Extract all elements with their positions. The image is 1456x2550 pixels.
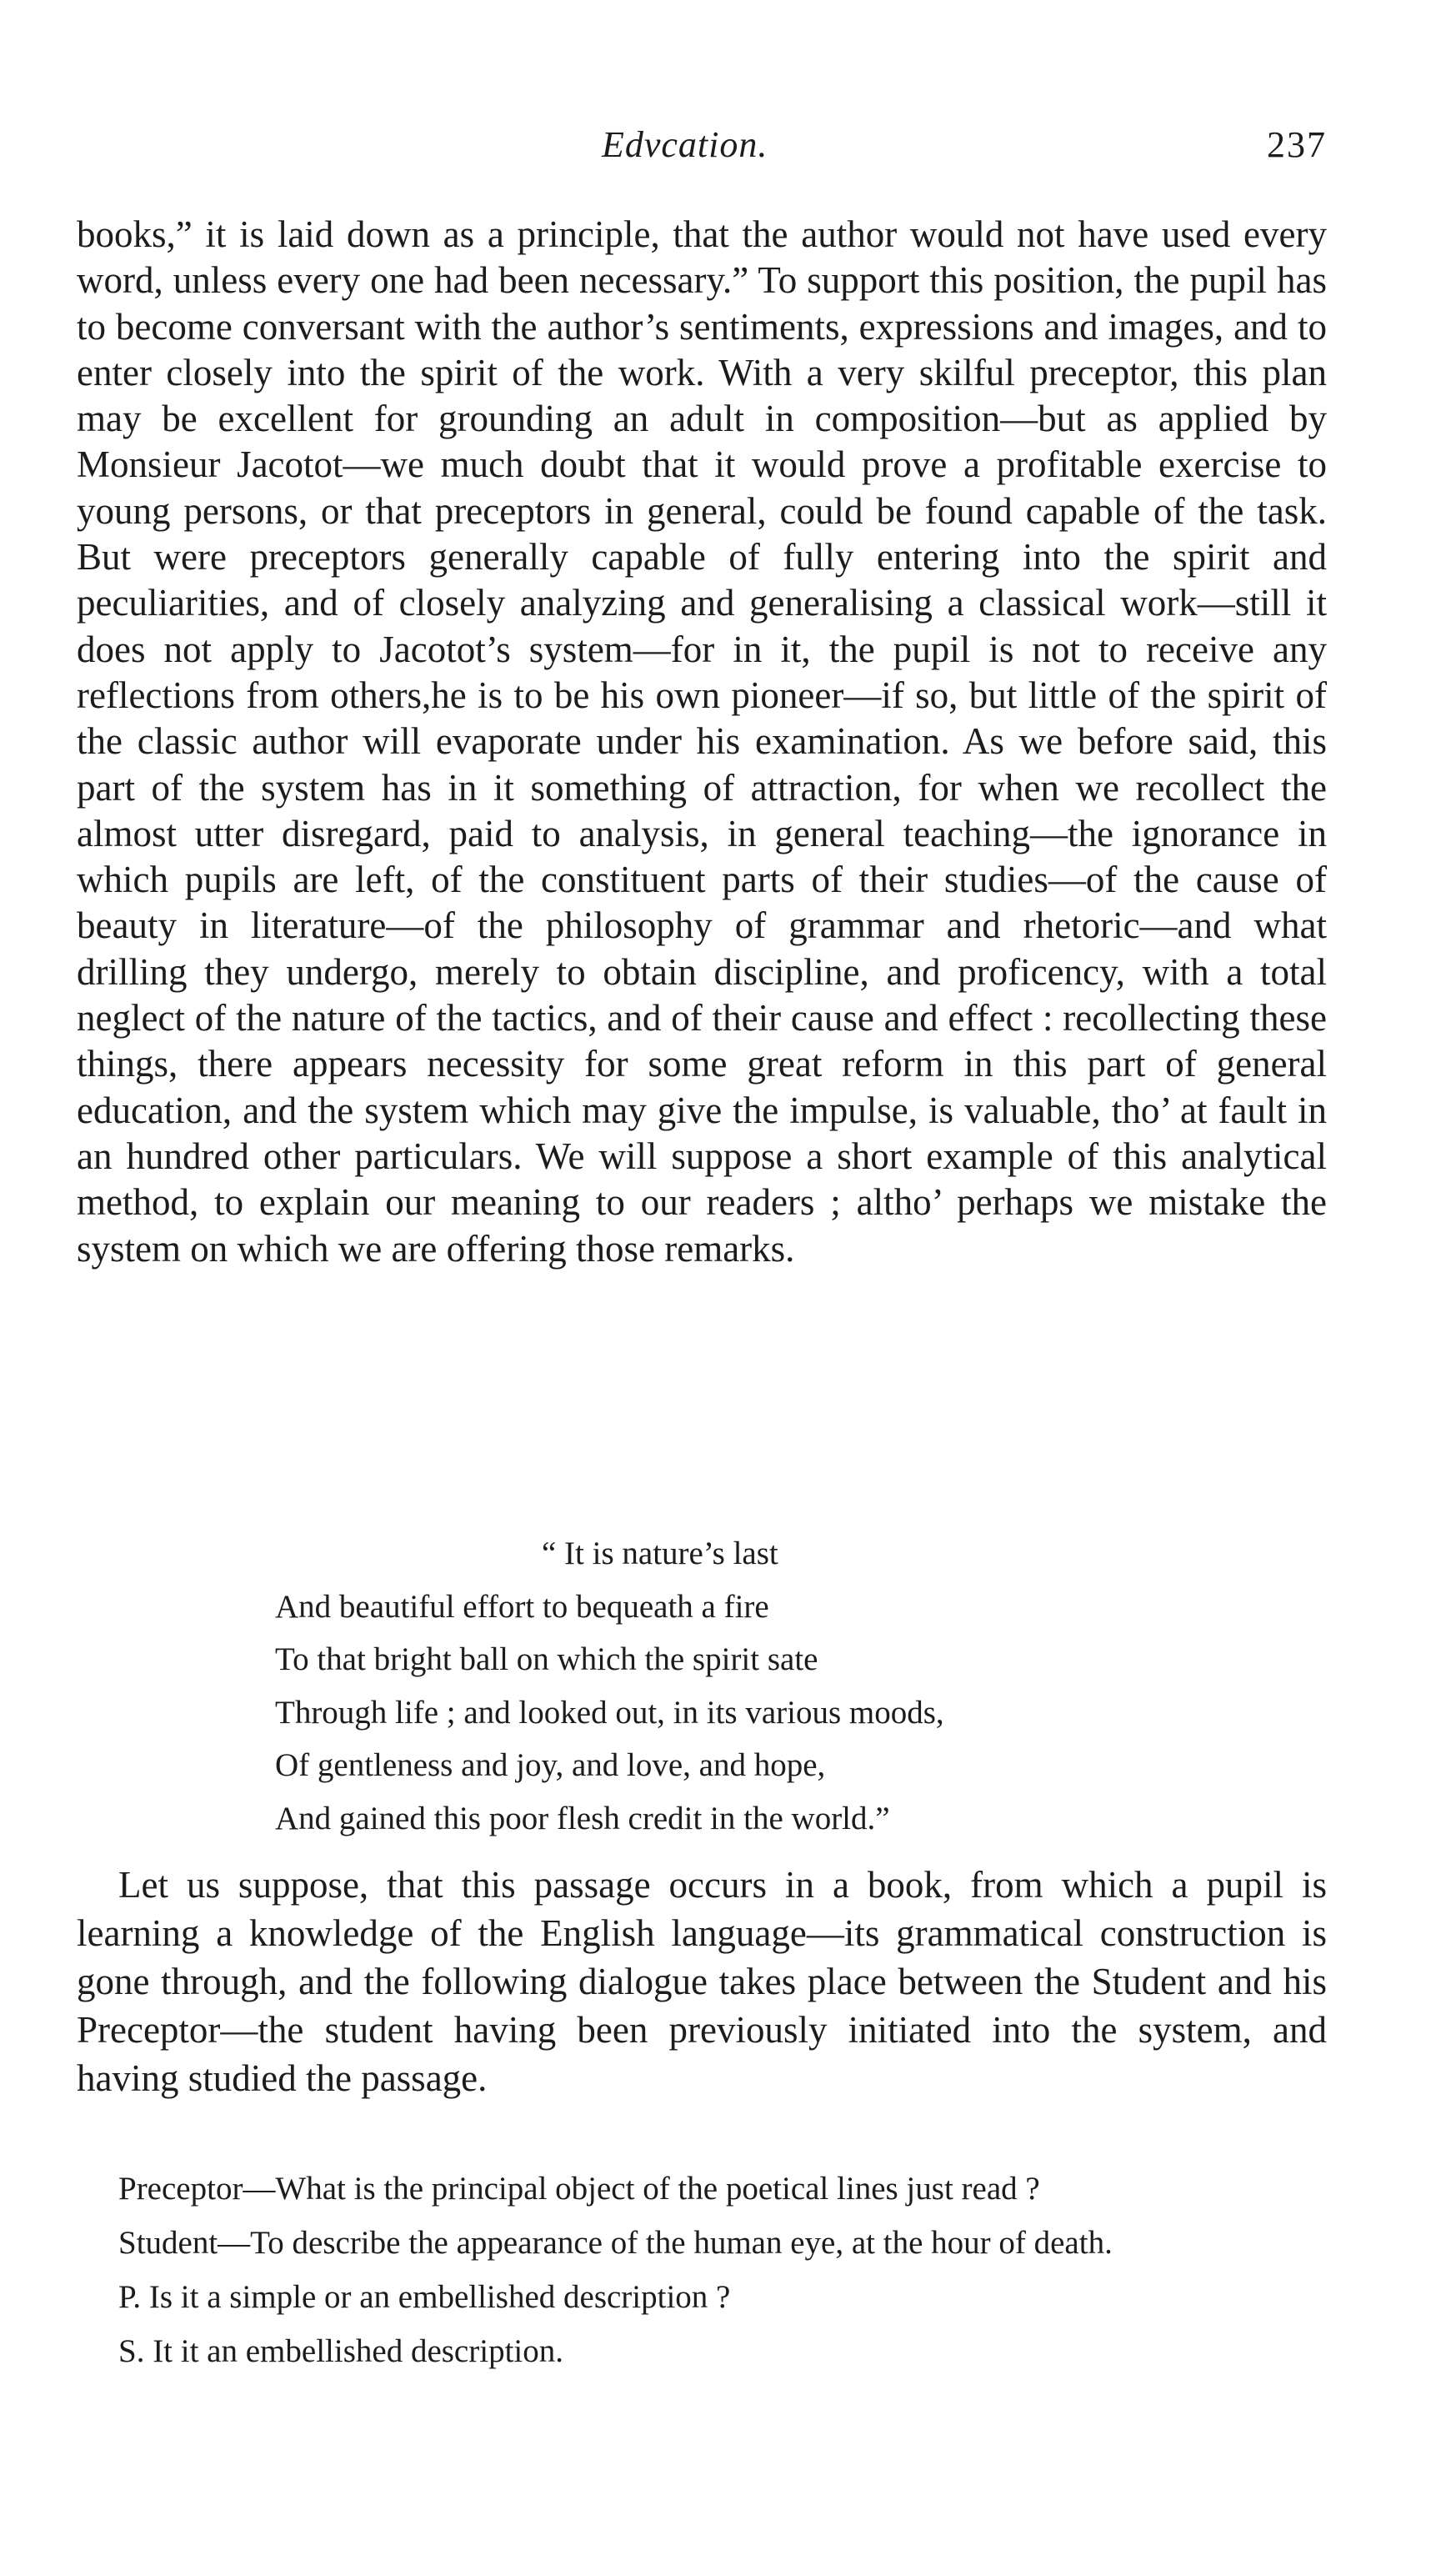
verse-line: And gained this poor flesh credit in the world.”	[275, 1800, 890, 1836]
running-title: Edvcation.	[602, 124, 768, 165]
dialogue-line-student: S. It it an embellished description.	[118, 2333, 563, 2369]
body-paragraph-1: books,” it is laid down as a principle, that the author would not have used every word, unless every one had been necessary.” To support this position, the pupil has to become conversant with the author’s sentiments, expressions and images, and to enter closely into the spirit of the work. With a very skilful preceptor, this plan may be excellent for grounding an adult in composition—but as applied by Monsieur Jacotot—we much doubt that it would prove a profitable exercise to young persons, or that preceptors in general, could be found capable of the task. But were preceptors generally capable of fully entering into the spirit and peculiarities, and of closely analyzing and generalising a classical work—still it does not apply to Jacotot’s system—for in it, the pupil is not to receive any reflections from others,he is to be his own pioneer—if so, but little of the spirit of the classic author will evaporate under his examination. As we before said, this part of the system has in it something of attraction, for when we recollect the almost utter disregard, paid to analysis, in general teaching—the ignorance in which pupils are left, of the constituent parts of their studies—of the cause of beauty in literature—of the philosophy of grammar and rhetoric—and what drilling they undergo, merely to obtain discipline, and proficency, with a total neglect of the nature of the tactics, and of their cause and effect : recollecting these things, there appears necessity for some great reform in this part of general education, and the system which may give the impulse, is valuable, tho’ at fault in an hundred other particulars. We will suppose a short example of this analytical method, to explain our meaning to our readers ; altho’ perhaps we mistake the system on which we are offering those remarks.	[77, 213, 1327, 1270]
dialogue-line-student: Student—To describe the appearance of the human eye, at the hour of death.	[118, 2225, 1113, 2261]
verse-quotation	[275, 1527, 1192, 1846]
body-paragraph-2: Let us suppose, that this passage occurs in a book, from which a pupil is learning a knowledge of the English language—its grammatical construction is gone through, and the following dialogue takes place between the Student and his Preceptor—the student having been previously initiated into the system, and having studied the passage.	[77, 1864, 1327, 2099]
running-head	[77, 123, 1327, 173]
verse-line: And beautiful effort to bequeath a fire	[275, 1588, 769, 1625]
verse-line: “ It is nature’s last	[542, 1536, 778, 1571]
verse-line: To that bright ball on which the spirit sate	[275, 1641, 818, 1678]
dialogue-line-preceptor: Preceptor—What is the principal object of the poetical lines just read ?	[118, 2171, 1040, 2207]
page-number: 237	[1267, 124, 1327, 165]
dialogue	[77, 2166, 1327, 2382]
dialogue-line-preceptor: P. Is it a simple or an embellished description ?	[118, 2279, 731, 2315]
verse-line: Through life ; and looked out, in its various moods,	[275, 1694, 944, 1731]
verse-line: Of gentleness and joy, and love, and hope,	[275, 1747, 826, 1784]
